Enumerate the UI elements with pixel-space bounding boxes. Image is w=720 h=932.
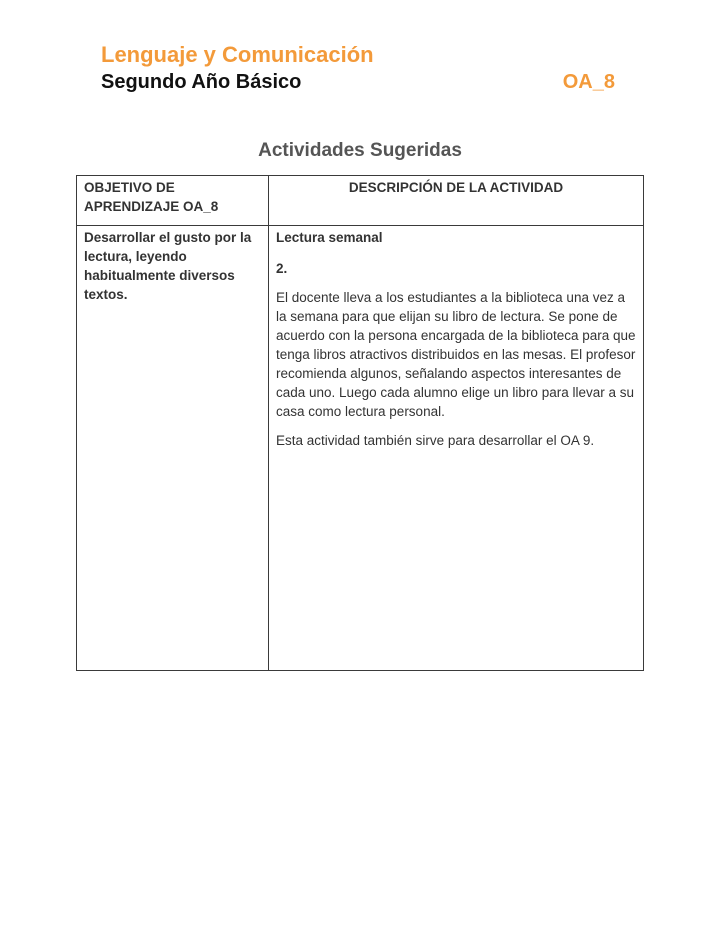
table-header-row	[77, 176, 644, 226]
grade-title: Segundo Año Básico	[101, 71, 302, 93]
objective-cell: Desarrollar el gusto por la lectura, leyendo habitualmente diversos textos.	[77, 226, 269, 671]
section-title: Actividades Sugeridas	[258, 140, 462, 161]
description-header: DESCRIPCIÓN DE LA ACTIVIDAD	[269, 176, 644, 226]
activity-number: 2.	[276, 261, 288, 276]
objective-header: OBJETIVO DE APRENDIZAJE OA_8	[77, 176, 269, 226]
activity-paragraph: El docente lleva a los estudiantes a la biblioteca una vez a la semana para que elijan su libro de lectura. Se pone de acuerdo con la persona encargada de la biblioteca para que tenga libros atractivos distribuidos en las mesas. El profesor recomienda algunos, señalando aspectos interesantes de cada uno. Luego cada alumno elige un libro para llevar a su casa como lectura personal.	[276, 290, 636, 419]
activity-title: Lectura semanal	[276, 230, 383, 245]
activity-table	[76, 175, 644, 671]
description-cell	[269, 226, 644, 671]
activity-note: Esta actividad también sirve para desarrollar el OA 9.	[276, 433, 595, 448]
subject-title: Lenguaje y Comunicación	[101, 42, 374, 67]
oa-code: OA_8	[562, 71, 615, 93]
table-row	[77, 226, 644, 671]
